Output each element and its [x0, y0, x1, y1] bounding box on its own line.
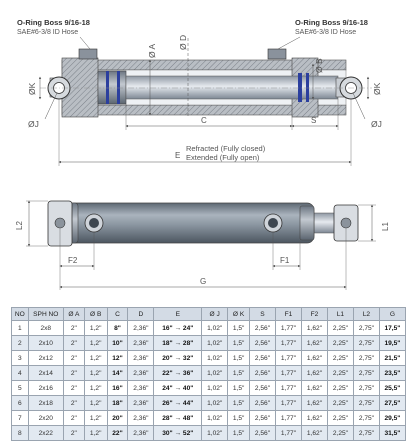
- dim-l2-label: L2: [15, 221, 24, 230]
- dim-e-label: E: [175, 151, 181, 160]
- table-cell: 1,62": [301, 351, 327, 366]
- table-cell: 1,5": [228, 351, 250, 366]
- table-cell: 1,2": [84, 426, 107, 441]
- table-cell: 26" → 44": [154, 396, 202, 411]
- table-cell: 1,5": [228, 381, 250, 396]
- table-cell: 2x8: [28, 321, 63, 336]
- table-cell: 2,75": [353, 396, 379, 411]
- table-row: [12, 381, 406, 396]
- table-cell: 4: [12, 366, 29, 381]
- dim-f1-label: F1: [280, 256, 290, 265]
- table-cell: 1,2": [84, 336, 107, 351]
- table-cell: 1,02": [202, 426, 228, 441]
- table-cell: 1,2": [84, 411, 107, 426]
- dim-b-label: Ø B: [314, 58, 324, 73]
- dim-d-label: Ø D: [178, 34, 188, 50]
- table-cell: 1,62": [301, 426, 327, 441]
- table-cell: 16" → 24": [154, 321, 202, 336]
- table-cell: 1,02": [202, 336, 228, 351]
- dim-k-left-label: ØK: [27, 82, 37, 95]
- table-cell: 31,5": [379, 426, 405, 441]
- exterior-view: [15, 201, 390, 290]
- boss-label-left: O-Ring Boss 9/16-18: [17, 18, 90, 27]
- retracted-label: Refracted (Fully closed): [186, 144, 266, 153]
- table-cell: 2,25": [327, 351, 353, 366]
- dim-g-label: G: [200, 277, 207, 286]
- table-header-cell: Ø K: [228, 308, 250, 321]
- table-cell: 2,36": [128, 351, 154, 366]
- table-cell: 6: [12, 396, 29, 411]
- table-cell: 2,25": [327, 336, 353, 351]
- table-cell: 22" → 36": [154, 366, 202, 381]
- table-cell: 1,5": [228, 336, 250, 351]
- exterior-port-left: [85, 214, 103, 232]
- table-cell: 18": [107, 396, 128, 411]
- table-cell: 1,77": [275, 336, 301, 351]
- table-cell: 2,25": [327, 411, 353, 426]
- table-cell: 2x10: [28, 336, 63, 351]
- table-cell: 22": [107, 426, 128, 441]
- table-cell: 7: [12, 411, 29, 426]
- table-header-cell: E: [154, 308, 202, 321]
- table-cell: 2,25": [327, 321, 353, 336]
- table-cell: 1,77": [275, 381, 301, 396]
- table-cell: 8: [12, 426, 29, 441]
- table-cell: 2": [63, 336, 84, 351]
- extended-label: Extended (Fully open): [186, 153, 260, 162]
- table-cell: 1,77": [275, 426, 301, 441]
- table-cell: 2,36": [128, 321, 154, 336]
- table-cell: 2,36": [128, 426, 154, 441]
- table-cell: 2": [63, 351, 84, 366]
- dim-j-right-label: ØJ: [371, 119, 382, 129]
- table-row: [12, 336, 406, 351]
- leader-boss-left: [80, 37, 90, 49]
- exterior-port-right: [264, 214, 282, 232]
- table-cell: 1,2": [84, 396, 107, 411]
- dim-f2-label: F2: [68, 256, 78, 265]
- table-cell: 2x18: [28, 396, 63, 411]
- table-cell: 1,62": [301, 366, 327, 381]
- table-cell: 2,56": [250, 366, 276, 381]
- table-row: [12, 366, 406, 381]
- table-header-cell: F1: [275, 308, 301, 321]
- table-cell: 1,77": [275, 396, 301, 411]
- table-cell: 18" → 28": [154, 336, 202, 351]
- table-cell: 2": [63, 426, 84, 441]
- table-row: [12, 426, 406, 441]
- gland-seal-2: [306, 73, 309, 102]
- table-cell: 2,75": [353, 426, 379, 441]
- table-cell: 3: [12, 351, 29, 366]
- exterior-gland: [300, 206, 314, 240]
- dim-j-left-label: ØJ: [28, 119, 39, 129]
- table-cell: 2": [63, 321, 84, 336]
- table-cell: 1,62": [301, 411, 327, 426]
- table-cell: 2,75": [353, 351, 379, 366]
- piston-seal-2: [117, 71, 120, 104]
- table-cell: 1,5": [228, 396, 250, 411]
- table-cell: 2": [63, 411, 84, 426]
- table-cell: 20": [107, 411, 128, 426]
- table-cell: 2,75": [353, 411, 379, 426]
- table-cell: 1,77": [275, 366, 301, 381]
- table-cell: 2,36": [128, 366, 154, 381]
- dim-c-label: C: [201, 116, 207, 125]
- table-cell: 1,2": [84, 351, 107, 366]
- table-cell: 2,75": [353, 336, 379, 351]
- table-cell: 2x12: [28, 351, 63, 366]
- table-header-cell: SPH NO: [28, 308, 63, 321]
- table-header-row: [12, 308, 406, 321]
- table-cell: 21,5": [379, 351, 405, 366]
- table-cell: 2,36": [128, 396, 154, 411]
- table-cell: 2": [63, 396, 84, 411]
- table-cell: 8": [107, 321, 128, 336]
- hose-label-right: SAE#6-3/8 ID Hose: [295, 29, 357, 36]
- table-cell: 2,75": [353, 381, 379, 396]
- table-cell: 2,25": [327, 381, 353, 396]
- table-cell: 14": [107, 366, 128, 381]
- table-header-cell: S: [250, 308, 276, 321]
- table-header-cell: C: [107, 308, 128, 321]
- table-cell: 5: [12, 381, 29, 396]
- table-cell: 2,75": [353, 366, 379, 381]
- table-cell: 1,02": [202, 321, 228, 336]
- table-cell: 2,56": [250, 396, 276, 411]
- table-header-cell: G: [379, 308, 405, 321]
- leader-boss-right: [278, 37, 300, 49]
- table-cell: 1,62": [301, 381, 327, 396]
- table-cell: 1,77": [275, 411, 301, 426]
- piston: [98, 71, 126, 104]
- table-cell: 2": [63, 381, 84, 396]
- table-header-cell: Ø A: [63, 308, 84, 321]
- table-cell: 1,62": [301, 336, 327, 351]
- table-cell: 28" → 48": [154, 411, 202, 426]
- port-right: [268, 49, 286, 59]
- table-header-cell: D: [128, 308, 154, 321]
- table-cell: 23,5": [379, 366, 405, 381]
- leader-j-right: [353, 93, 365, 119]
- table-cell: 1,5": [228, 411, 250, 426]
- table-cell: 2,36": [128, 336, 154, 351]
- table-cell: 2,25": [327, 366, 353, 381]
- table-cell: 29,5": [379, 411, 405, 426]
- dim-k-right-label: ØK: [372, 82, 382, 95]
- table-cell: 1: [12, 321, 29, 336]
- table-cell: 2x20: [28, 411, 63, 426]
- dim-s-label: S: [311, 116, 317, 125]
- spec-table: [11, 307, 406, 441]
- table-cell: 1,02": [202, 396, 228, 411]
- table-header-cell: NO: [12, 308, 29, 321]
- table-cell: 25,5": [379, 381, 405, 396]
- table-cell: 2,25": [327, 396, 353, 411]
- boss-label-right: O-Ring Boss 9/16-18: [295, 18, 368, 27]
- table-header-cell: L1: [327, 308, 353, 321]
- table-cell: 2x14: [28, 366, 63, 381]
- table-cell: 2": [63, 366, 84, 381]
- table-cell: 1,02": [202, 381, 228, 396]
- table-cell: 1,77": [275, 321, 301, 336]
- table-cell: 16": [107, 381, 128, 396]
- table-cell: 2,56": [250, 381, 276, 396]
- port-left: [79, 49, 97, 59]
- table-cell: 2,56": [250, 351, 276, 366]
- dim-a-label: Ø A: [147, 43, 157, 58]
- table-cell: 20" → 32": [154, 351, 202, 366]
- table-cell: 1,2": [84, 381, 107, 396]
- table-cell: 24" → 40": [154, 381, 202, 396]
- table-cell: 2,25": [327, 426, 353, 441]
- table-cell: 1,62": [301, 396, 327, 411]
- table-cell: 2x22: [28, 426, 63, 441]
- table-header-cell: L2: [353, 308, 379, 321]
- gland-seal: [298, 73, 302, 102]
- table-cell: 27,5": [379, 396, 405, 411]
- section-view: [17, 18, 382, 166]
- table-cell: 2,36": [128, 411, 154, 426]
- dim-l1-label: L1: [381, 222, 390, 231]
- table-cell: 1,02": [202, 366, 228, 381]
- table-cell: 10": [107, 336, 128, 351]
- table-cell: 2,36": [128, 381, 154, 396]
- table-cell: 19,5": [379, 336, 405, 351]
- table-cell: 1,5": [228, 366, 250, 381]
- table-cell: 2: [12, 336, 29, 351]
- table-row: [12, 396, 406, 411]
- table-cell: 1,2": [84, 366, 107, 381]
- table-cell: 2,56": [250, 426, 276, 441]
- table-row: [12, 351, 406, 366]
- table-header-cell: F2: [301, 308, 327, 321]
- table-row: [12, 321, 406, 336]
- table-cell: 1,5": [228, 321, 250, 336]
- table-cell: 30" → 52": [154, 426, 202, 441]
- table-cell: 1,2": [84, 321, 107, 336]
- table-cell: 1,62": [301, 321, 327, 336]
- table-cell: 1,5": [228, 426, 250, 441]
- table-cell: 2,75": [353, 321, 379, 336]
- piston-seal: [106, 71, 109, 104]
- table-cell: 1,77": [275, 351, 301, 366]
- table-row: [12, 411, 406, 426]
- table-cell: 1,02": [202, 351, 228, 366]
- table-cell: 2,56": [250, 321, 276, 336]
- table-cell: 1,02": [202, 411, 228, 426]
- table-cell: 2x16: [28, 381, 63, 396]
- table-cell: 12": [107, 351, 128, 366]
- table-cell: 2,56": [250, 411, 276, 426]
- table-cell: 2,56": [250, 336, 276, 351]
- table-cell: 17,5": [379, 321, 405, 336]
- table-header-cell: Ø J: [202, 308, 228, 321]
- table-body: [12, 321, 406, 441]
- table-header-cell: Ø B: [84, 308, 107, 321]
- hose-label-left: SAE#6-3/8 ID Hose: [17, 29, 79, 36]
